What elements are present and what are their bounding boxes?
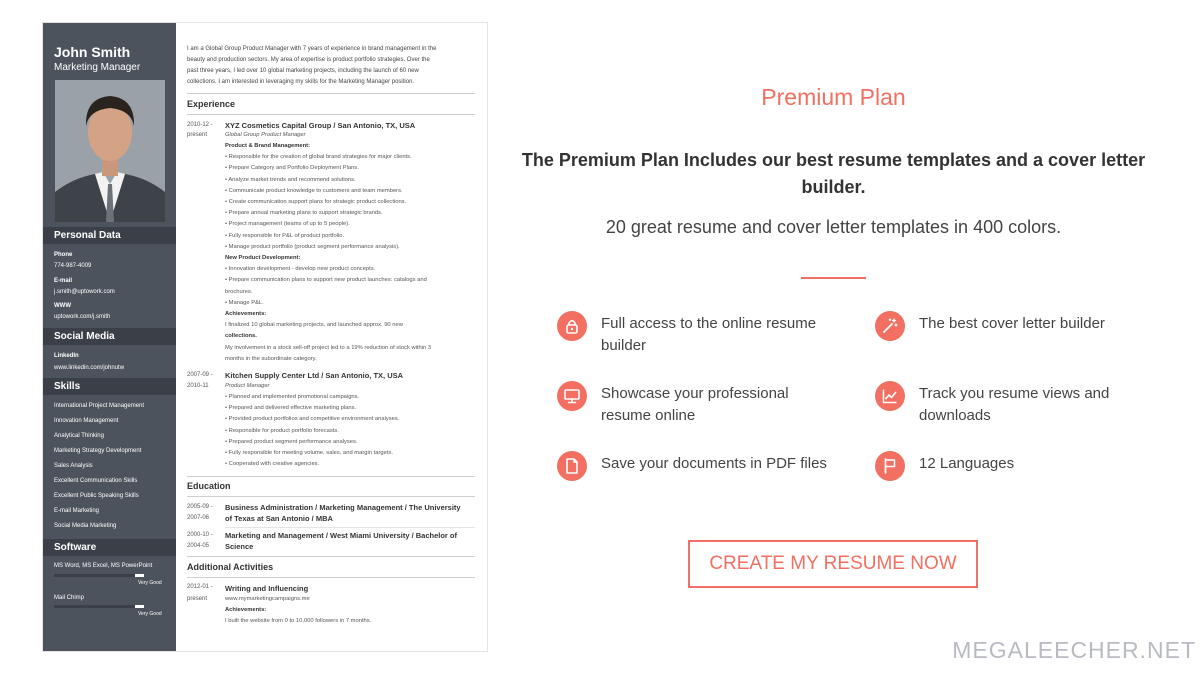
edu-title: Science (225, 542, 254, 551)
feature-text: The best cover letter builder (919, 315, 1105, 332)
divider (187, 93, 475, 94)
job-bullet: • Responsible for the creation of global brand strategies for major clients. (225, 154, 412, 161)
job-bullet: Achievements: (225, 311, 267, 317)
job-bullet: collections. (225, 333, 257, 340)
job-subtitle: Global Group Product Manager (225, 132, 306, 138)
document-icon (557, 451, 587, 481)
job-date: present (187, 132, 208, 138)
magic-wand-icon (875, 311, 905, 341)
job-subtitle: Product Manager (225, 383, 270, 389)
phone-label: Phone (54, 252, 73, 258)
skill-item: Marketing Strategy Development (54, 448, 142, 454)
job-bullet: • Innovation development - develop new product concepts. (225, 266, 376, 273)
job-bullet: • Project management (teams of up to 5 people). (225, 221, 350, 228)
monitor-icon (557, 381, 587, 411)
job-bullet: My involvement in a stock sell-off project led to a 19% reduction of stock within 3 (225, 344, 432, 351)
edu-title: Marketing and Management / West Miami University / Bachelor of (225, 531, 457, 540)
divider (187, 496, 475, 497)
job-bullet: • Fully responsible for meeting volume, sales, and margin targets. (225, 450, 393, 456)
divider (225, 527, 475, 528)
job-bullet: • Prepare annual marketing plans to support strategic brands. (225, 210, 383, 217)
job-date: 2010-12 - (187, 122, 213, 128)
skill-item: Sales Analysis (54, 463, 93, 469)
job-bullet: • Analyze market trends and recommend solutions. (225, 176, 356, 183)
job-bullet: • Manage P&L. (225, 299, 264, 306)
flag-icon (875, 451, 905, 481)
resume-role: Marketing Manager (54, 62, 141, 73)
job-bullet: • Communicate product knowledge to customers and team members. (225, 187, 403, 194)
job-bullet: • Create communication support plans for strategic product collections. (225, 199, 407, 205)
skill-item: E-mail Marketing (54, 508, 100, 514)
job-bullet: • Fully responsible for P&L of product portfolio. (225, 232, 345, 239)
job-bullet: I finalized 10 global marketing projects, and launched approx. 90 new (225, 322, 403, 329)
software-name: Mail Chimp (54, 595, 85, 601)
summary-line: past three years, I led over 10 global marketing projects, including the launch of 60 new (187, 68, 419, 74)
email-value: j.smith@uptowork.com (54, 289, 115, 295)
edu-date: 2000-10 - (187, 532, 213, 538)
email-label: E-mail (54, 278, 73, 284)
create-resume-button[interactable]: CREATE MY RESUME NOW (688, 540, 978, 588)
www-label: WWW (54, 303, 71, 309)
edu-title: of Texas at San Antonio / MBA (225, 514, 333, 523)
phone-value: 774-987-4009 (54, 263, 92, 269)
profile-photo (55, 80, 165, 222)
job-bullet: • Responsible for product portfolio forecasts. (225, 427, 339, 434)
edu-date: 2005-09 - (187, 504, 213, 510)
software-heading: Software (43, 539, 176, 556)
activity-achievements-label: Achievements: (225, 607, 267, 613)
summary-line: collections. I am interested in leveraging my skills for the Marketing Manager position. (187, 79, 415, 85)
job-bullet: • Prepare communication plans to support new product launches: catalogs and (225, 277, 427, 284)
linkedin-value: www.linkedin.com/johnutw (54, 365, 125, 371)
job-bullet: New Product Development: (225, 255, 301, 261)
skill-item: Excellent Public Speaking Skills (54, 493, 139, 499)
resume-preview (42, 22, 488, 652)
plan-lead: The Premium Plan Includes our best resume templates and a cover letter builder. (521, 150, 1146, 197)
linkedin-label: LinkedIn (54, 353, 79, 359)
resume-main (187, 23, 477, 651)
skill-item: International Project Management (54, 403, 145, 409)
job-bullet: • Prepared and delivered effective marketing plans. (225, 405, 357, 412)
software-level-fill (54, 605, 135, 608)
feature-text: Track you resume views and downloads (919, 385, 1110, 424)
job-date: 2010-11 (187, 383, 209, 389)
job-bullet: • Provided product portfolios and competitive environment analyses. (225, 416, 400, 423)
job-bullet: Product & Brand Management: (225, 143, 311, 149)
software-level-label: Very Good (138, 580, 162, 586)
feature-text: Showcase your professional resume online (601, 385, 789, 424)
plan-title: Premium Plan (761, 84, 906, 110)
software-level-bar (54, 605, 144, 608)
plan-subtitle: 20 great resume and cover letter templates in 400 colors. (605, 217, 1062, 237)
resume-sidebar (43, 23, 176, 651)
job-bullet: • Prepared product segment performance analyses. (225, 438, 358, 445)
divider (187, 476, 475, 477)
software-level-bar (54, 574, 144, 577)
job-bullet: • Manage product portfolio (product segment performance analysis). (225, 243, 400, 250)
personal-data-heading: Personal Data (43, 227, 176, 244)
watermark: MEGALEECHER.NET (952, 637, 1196, 663)
activities-heading: Additional Activities (187, 562, 274, 572)
feature-text: 12 Languages (919, 455, 1015, 472)
job-bullet: months in the subordinate category. (225, 355, 317, 362)
accent-divider (801, 277, 866, 279)
skills-heading: Skills (43, 378, 176, 395)
activity-date: present (187, 596, 208, 602)
premium-plan-panel (486, 0, 1202, 676)
experience-heading: Experience (187, 99, 236, 109)
skill-item: Excellent Communication Skills (54, 478, 138, 484)
job-bullet: brochures. (225, 288, 253, 295)
job-bullet: • Cooperated with creative agencies. (225, 461, 320, 468)
summary-line: I am a Global Group Product Manager with 7 years of experience in brand management in the (187, 46, 437, 52)
skill-item: Social Media Marketing (54, 523, 117, 529)
resume-name: John Smith (54, 44, 131, 60)
job-title: Kitchen Supply Center Ltd / San Antonio, TX, USA (225, 371, 404, 380)
job-title: XYZ Cosmetics Capital Group / San Antonio, TX, USA (225, 121, 416, 130)
www-value: uptowork.com/j.smith (54, 314, 111, 320)
activity-date: 2012-01 - (187, 584, 213, 590)
software-level-fill (54, 574, 135, 577)
job-date: 2007-09 - (187, 372, 213, 378)
feature-text: Save your documents in PDF files (601, 455, 827, 472)
feature-text: Full access to the online resume builder (601, 315, 817, 354)
edu-date: 2004-05 (187, 543, 210, 549)
chart-icon (875, 381, 905, 411)
job-bullet: • Planned and implemented promotional campaigns. (225, 394, 360, 400)
job-bullet: • Prepare Category and Portfolio Deployment Plans. (225, 165, 359, 172)
divider (187, 114, 475, 115)
divider (187, 577, 475, 578)
summary-line: beauty and production sectors. My area of expertise is product portfolio strategies. Over the (187, 57, 430, 63)
edu-title: Business Administration / Marketing Management / The University (225, 503, 461, 512)
software-level-label: Very Good (138, 611, 162, 617)
activity-description: I built the website from 0 to 10,000 followers in 7 months. (225, 618, 372, 624)
divider (187, 556, 475, 557)
lock-icon (557, 311, 587, 341)
social-media-heading: Social Media (43, 328, 176, 345)
activity-url: www.mymarketingcampaigns.me (225, 596, 310, 602)
edu-date: 2007-06 (187, 515, 210, 521)
education-heading: Education (187, 481, 231, 491)
skill-item: Analytical Thinking (54, 433, 104, 439)
activity-title: Writing and Influencing (225, 584, 309, 593)
skill-item: Innovation Management (54, 418, 119, 424)
software-name: MS Word, MS Excel, MS PowerPoint (54, 563, 153, 569)
